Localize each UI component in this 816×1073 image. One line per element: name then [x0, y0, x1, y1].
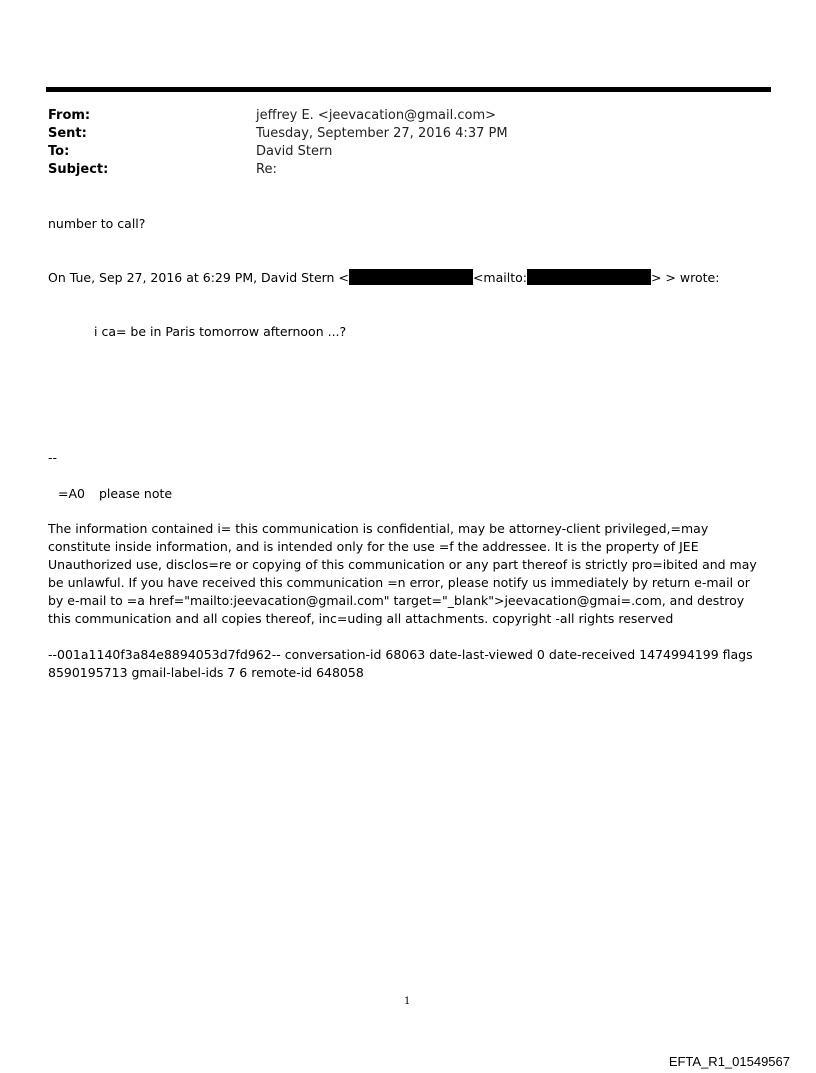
sent-value: Tuesday, September 27, 2016 4:37 PM — [256, 126, 508, 141]
note-label: please note — [98, 486, 173, 501]
to-label: To: — [48, 144, 70, 159]
quote-suffix: > > wrote: — [650, 270, 720, 285]
quoted-message: i ca= be in Paris tomorrow afternoon ...? — [94, 324, 347, 339]
header-rule — [46, 87, 771, 92]
subject-label: Subject: — [48, 162, 109, 177]
subject-value: Re: — [256, 162, 277, 177]
quote-header — [48, 269, 719, 287]
page-number: 1 — [404, 996, 411, 1007]
quote-mailto: <mailto: — [472, 270, 527, 285]
reply-text: number to call? — [48, 216, 146, 231]
sent-label: Sent: — [48, 126, 87, 141]
quote-prefix: On Tue, Sep 27, 2016 at 6:29 PM, David Stern < — [48, 270, 349, 285]
disclaimer-text: The information contained i= this communication is confidential, may be attorney-client privileged,=may constitute inside information, and is intended only for the use =f the addressee. It is the property of JEE Unauthorized use, disclos=re or copying of this communication or any part thereof is strictly pro=ibited and may be unlawful. If you have received this communication =n error, please notify us immediately by return e-mail or by e-mail to =a href="mailto:jeevacation@gmail.com" target="_blank">jeevacation@gmai=.com, and destroy this communication and all copies thereof, inc=uding all attachments. copyright -all rights reserved — [48, 521, 757, 626]
note-line — [58, 485, 172, 503]
redaction-block — [349, 269, 473, 285]
from-label: From: — [48, 108, 91, 123]
from-value: jeffrey E. <jeevacation@gmail.com> — [256, 108, 496, 123]
note-code: =A0 — [58, 486, 85, 501]
signature-separator: -- — [48, 450, 58, 465]
document-id: EFTA_R1_01549567 — [668, 1054, 790, 1069]
to-value: David Stern — [256, 144, 333, 159]
metadata-text: --001a1140f3a84e8894053d7fd962-- conversation-id 68063 date-last-viewed 0 date-received 1474994199 flags 8590195713 gmail-label-ids 7 6 remote-id 648058 — [48, 647, 753, 680]
redaction-block — [527, 269, 651, 285]
